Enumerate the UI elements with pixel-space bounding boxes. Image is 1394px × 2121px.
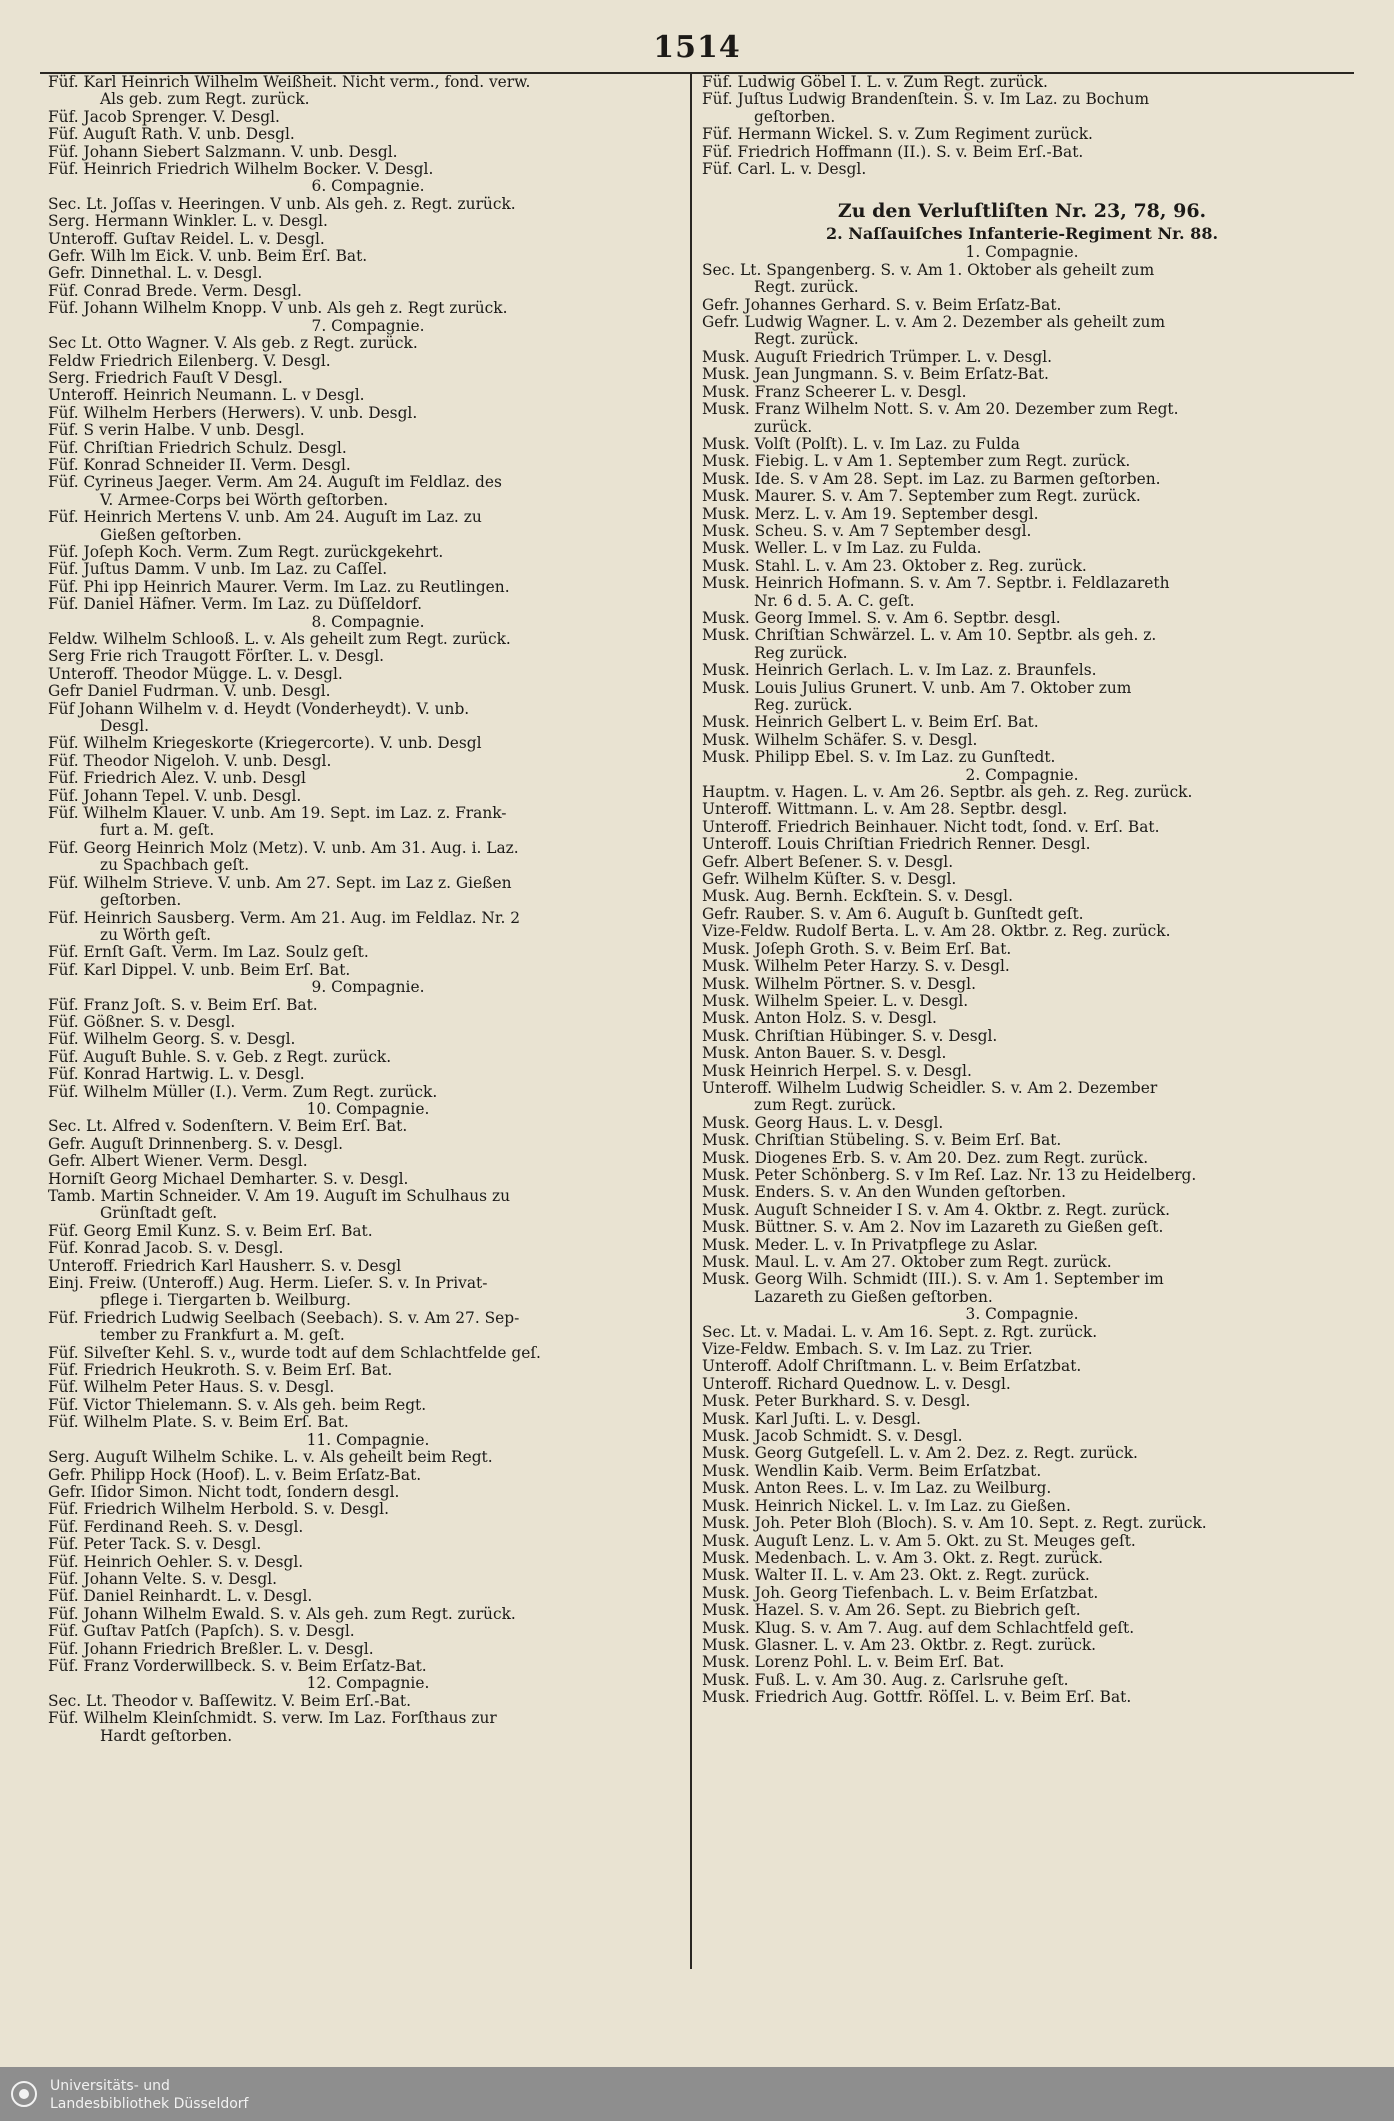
entry-line: Sec. Lt. Alfred v. Sodenſtern. V. Beim Erſ. Bat. — [48, 1118, 408, 1136]
entry-line: Musk. Karl Juſti. L. v. Desgl. — [702, 1410, 921, 1428]
entry-line: Füf. Juſtus Damm. V unb. Im Laz. zu Caſſel. — [48, 561, 388, 579]
entry-line: Musk. Fiebig. L. v Am 1. September zum Regt. zurück. — [702, 453, 1131, 471]
entry-line: Füf. Joſeph Koch. Verm. Zum Regt. zurückgekehrt. — [48, 543, 444, 561]
column-divider — [690, 74, 692, 1969]
entry-line: Musk. Scheu. S. v. Am 7 September desgl. — [702, 522, 1032, 540]
entry-continuation: Gießen geſtorben. — [100, 526, 242, 544]
entry-continuation: zurück. — [754, 418, 813, 436]
entry-line: Füf. Daniel Reinhardt. L. v. Desgl. — [48, 1588, 313, 1606]
entry-line: Musk. Joſeph Groth. S. v. Beim Erſ. Bat. — [702, 940, 1012, 958]
entry-line: Füf. S verin Halbe. V unb. Desgl. — [48, 422, 305, 440]
entry-line: Füf. Wilhelm Georg. S. v. Desgl. — [48, 1031, 296, 1049]
entry-continuation: geſtorben. — [100, 892, 182, 910]
entry-continuation: Lazareth zu Gießen geſtorben. — [754, 1288, 993, 1306]
entry-line: Musk. Wilhelm Speier. L. v. Desgl. — [702, 992, 969, 1010]
entry-line: Füf. Johann Friedrich Breßler. L. v. Desgl. — [48, 1640, 374, 1658]
entry-line: Füf. Heinrich Mertens V. unb. Am 24. Auguſt im Laz. zu — [48, 509, 482, 527]
entry-line: Musk. Auguſt Friedrich Trümper. L. v. Desgl. — [702, 348, 1053, 366]
entry-line: Musk. Klug. S. v. Am 7. Aug. auf dem Schlachtfeld geſt. — [702, 1619, 1135, 1637]
entry-line: Serg Frie rich Traugott Förſter. L. v. Desgl. — [48, 648, 385, 666]
entry-line: Tamb. Martin Schneider. V. Am 19. Auguſt im Schulhaus zu — [48, 1188, 510, 1205]
entry-line: Musk. Aug. Bernh. Eckſtein. S. v. Desgl. — [702, 888, 1013, 906]
entry-continuation: zu Wörth geſt. — [100, 926, 212, 944]
entry-line: Musk. Franz Wilhelm Nott. S. v. Am 20. Dezember zum Regt. — [702, 401, 1179, 419]
page-number: 1514 — [653, 30, 741, 65]
entry-line: Musk. Louis Julius Grunert. V. unb. Am 7. Oktober zum — [702, 679, 1132, 697]
entry-line: Vize-Feldw. Embach. S. v. Im Laz. zu Trier. — [702, 1341, 1033, 1359]
footer-line-1: Universitäts- und — [50, 2078, 170, 2094]
entry-line: Musk. Enders. S. v. An den Wunden geſtorben. — [702, 1184, 1066, 1202]
entry-line: Sec. Lt. Joſſas v. Heeringen. V unb. Als geh. z. Regt. zurück. — [48, 195, 516, 213]
entry-continuation: pflege i. Tiergarten b. Weilburg. — [100, 1292, 351, 1310]
company-heading: 12. Compagnie. — [306, 1675, 430, 1693]
entry-line: Gefr. Wilh lm Eick. V. unb. Beim Erſ. Bat. — [48, 248, 368, 266]
entry-line: Füf. Franz Vorderwillbeck. S. v. Beim Erſatz-Bat. — [48, 1657, 427, 1675]
entry-line: Musk. Georg Wilh. Schmidt (III.). S. v. Am 1. September im — [702, 1271, 1164, 1289]
entry-line: Musk. Heinrich Gerlach. L. v. Im Laz. z. Braunfels. — [702, 662, 1097, 680]
entry-line: Füf. Daniel Häfner. Verm. Im Laz. zu Düſſeldorf. — [48, 596, 423, 614]
entry-line: Füf. Wilhelm Strieve. V. unb. Am 27. Sept. im Laz z. Gießen — [48, 874, 512, 892]
entry-line: Füf. Hermann Wickel. S. v. Zum Regiment zurück. — [702, 126, 1093, 144]
entry-line: Einj. Freiw. (Unteroff.) Aug. Herm. Lieſer. S. v. In Privat- — [48, 1275, 488, 1293]
entry-line: Musk. Jean Jungmann. S. v. Beim Erſatz-Bat. — [702, 366, 1049, 384]
entry-line: Füf. Friedrich Wilhelm Herbold. S. v. Desgl. — [48, 1501, 389, 1519]
entry-line: Füf. Wilhelm Plate. S. v. Beim Erſ. Bat. — [48, 1414, 349, 1432]
entry-continuation: V. Armee-Corps bei Wörth geſtorben. — [100, 491, 389, 509]
entry-line: Gefr. Auguſt Drinnenberg. S. v. Desgl. — [48, 1135, 343, 1153]
entry-line: Musk. Franz Scheerer L. v. Desgl. — [702, 383, 967, 401]
entry-line: Füf. Franz Joſt. S. v. Beim Erſ. Bat. — [48, 996, 318, 1014]
entry-line: Füf. Wilhelm Müller (I.). Verm. Zum Regt. zurück. — [48, 1083, 438, 1101]
entry-line: Füf. Johann Wilhelm Knopp. V unb. Als geh z. Regt zurück. — [48, 300, 508, 318]
company-heading: 9. Compagnie. — [311, 979, 425, 997]
company-heading: 7. Compagnie. — [311, 317, 425, 335]
entry-line: Füf. Konrad Jacob. S. v. Desgl. — [48, 1240, 284, 1258]
entry-continuation: Hardt geſtorben. — [100, 1727, 233, 1745]
entry-line: Feldw. Wilhelm Schlooß. L. v. Als geheilt zum Regt. zurück. — [48, 631, 511, 648]
entry-line: Sec Lt. Otto Wagner. V. Als geb. z Regt. zurück. — [48, 335, 418, 353]
entry-line: Musk. Anton Holz. S. v. Desgl. — [702, 1010, 937, 1028]
entry-line: Musk. Ide. S. v Am 28. Sept. im Laz. zu Barmen geſtorben. — [702, 470, 1161, 488]
entry-line: Unteroff. Wilhelm Ludwig Scheidler. S. v. Am 2. Dezember — [702, 1079, 1158, 1097]
left-column — [48, 74, 688, 1745]
entry-continuation: zu Spachbach geſt. — [100, 857, 250, 875]
company-heading: 1. Compagnie. — [965, 244, 1079, 262]
entry-line: Füf. Konrad Schneider II. Verm. Desgl. — [48, 456, 351, 474]
entry-line: Musk. Heinrich Gelbert L. v. Beim Erſ. Bat. — [702, 714, 1039, 732]
footer-line-2: Landesbibliothek Düsseldorf — [50, 2096, 249, 2112]
entry-line: Musk. Maul. L. v. Am 27. Oktober zum Regt. zurück. — [702, 1254, 1112, 1271]
entry-line: Füf. Carl. L. v. Desgl. — [702, 161, 867, 179]
entry-line: Musk. Meder. L. v. In Privatpflege zu Aslar. — [702, 1236, 1038, 1254]
entry-line: Füf. Wilhelm Kriegeskorte (Kriegercorte). V. unb. Desgl — [48, 735, 482, 753]
footer-text — [50, 2077, 248, 2113]
entry-line: Gefr. Rauber. S. v. Am 6. Auguſt b. Gunſtedt geſt. — [702, 905, 1084, 923]
entry-line: Füf. Johann Wilhelm Ewald. S. v. Als geh. zum Regt. zurück. — [48, 1605, 516, 1623]
entry-line: Feldw Friedrich Eilenberg. V. Desgl. — [48, 352, 331, 370]
entry-continuation: Grünſtadt geſt. — [100, 1205, 218, 1223]
entry-line: Musk. Büttner. S. v. Am 2. Nov im Lazareth zu Gießen geſt. — [702, 1219, 1164, 1237]
entry-line: Musk. Diogenes Erb. S. v. Am 20. Dez. zum Regt. zurück. — [702, 1149, 1149, 1167]
entry-line: Füf. Phi ipp Heinrich Maurer. Verm. Im Laz. zu Reutlingen. — [48, 578, 510, 596]
entry-line: Musk. Maurer. S. v. Am 7. September zum Regt. zurück. — [702, 488, 1141, 506]
entry-line: Musk Heinrich Herpel. S. v. Desgl. — [702, 1062, 972, 1080]
entry-continuation: Regt. zurück. — [754, 331, 859, 349]
entry-line: Füf. Heinrich Oehler. S. v. Desgl. — [48, 1553, 304, 1571]
entry-line: Musk. Peter Schönberg. S. v Im Reſ. Laz. Nr. 13 zu Heidelberg. — [702, 1166, 1197, 1184]
company-heading: 8. Compagnie. — [311, 613, 425, 631]
entry-line: Füf. Wilhelm Klauer. V. unb. Am 19. Sept. im Laz. z. Frank- — [48, 805, 507, 823]
entry-line: Gefr. Iſidor Simon. Nicht todt, ſondern desgl. — [48, 1483, 400, 1501]
entry-line: Füf. Wilhelm Herbers (Herwers). V. unb. Desgl. — [48, 404, 418, 422]
entry-line: Füf. Ferdinand Reeh. S. v. Desgl. — [48, 1518, 304, 1536]
entry-line: Füf. Juſtus Ludwig Brandenſtein. S. v. Im Laz. zu Bochum — [702, 91, 1150, 109]
entry-line: Unteroff. Friedrich Beinhauer. Nicht todt, ſond. v. Erſ. Bat. — [702, 818, 1160, 836]
entry-line: Füf. Silveſter Kehl. S. v., wurde todt auf dem Schlachtfelde geſ. — [48, 1344, 541, 1362]
entry-line: Füf. Conrad Brede. Verm. Desgl. — [48, 282, 302, 300]
entry-continuation: geſtorben. — [754, 108, 836, 126]
entry-line: Füf. Wilhelm Peter Haus. S. v. Desgl. — [48, 1379, 335, 1397]
entry-line: Füf. Ludwig Göbel I. L. v. Zum Regt. zurück. — [702, 74, 1048, 91]
entry-continuation: Desgl. — [100, 718, 150, 736]
entry-line: Füf. Theodor Nigeloh. V. unb. Desgl. — [48, 752, 332, 770]
entry-line: Musk. Merz. L. v. Am 19. September desgl. — [702, 505, 1039, 523]
entry-line: Vize-Feldw. Rudolf Berta. L. v. Am 28. Oktbr. z. Reg. zurück. — [702, 923, 1171, 941]
entry-line: Füf. Karl Dippel. V. unb. Beim Erſ. Bat. — [48, 961, 351, 979]
entry-line: Musk. Wendlin Kaib. Verm. Beim Erſatzbat. — [702, 1462, 1042, 1480]
entry-line: Serg. Auguſt Wilhelm Schike. L. v. Als geheilt beim Regt. — [48, 1449, 493, 1467]
entry-line: Füf. Heinrich Friedrich Wilhelm Bocker. V. Desgl. — [48, 161, 434, 179]
entry-continuation: Reg zurück. — [754, 644, 848, 662]
entry-line: Füf. Guſtav Patſch (Papſch). S. v. Desgl. — [48, 1623, 355, 1641]
entry-line: Musk. Glasner. L. v. Am 23. Oktbr. z. Regt. zurück. — [702, 1636, 1097, 1654]
entry-line: Musk. Volſt (Polſt). L. v. Im Laz. zu Fulda — [702, 435, 1020, 453]
entry-line: Musk. Georg Haus. L. v. Desgl. — [702, 1114, 944, 1132]
entry-line: Musk. Jacob Schmidt. S. v. Desgl. — [702, 1428, 963, 1446]
entry-line: Sec. Lt. Theodor v. Baſſewitz. V. Beim Erſ.-Bat. — [48, 1692, 411, 1710]
entry-line: Füf. Johann Velte. S. v. Desgl. — [48, 1570, 278, 1588]
entry-line: Musk. Heinrich Hofmann. S. v. Am 7. Septbr. i. Feldlazareth — [702, 575, 1170, 593]
entry-line: Gefr. Wilhelm Küſter. S. v. Desgl. — [702, 871, 957, 889]
entry-line: Füf. Friedrich Alez. V. unb. Desgl — [48, 770, 306, 788]
entry-line: Füf. Johann Tepel. V. unb. Desgl. — [48, 787, 302, 805]
entry-line: Füf. Georg Emil Kunz. S. v. Beim Erſ. Bat. — [48, 1222, 373, 1240]
entry-continuation: furt a. M. geſt. — [100, 822, 215, 840]
entry-line: Musk. Joh. Peter Bloh (Bloch). S. v. Am 10. Sept. z. Regt. zurück. — [702, 1515, 1207, 1533]
entry-line: Unteroff. Friedrich Karl Hausherr. S. v. Desgl — [48, 1257, 402, 1275]
entry-line: Musk. Wilhelm Schäfer. S. v. Desgl. — [702, 731, 978, 749]
entry-line: Musk. Heinrich Nickel. L. v. Im Laz. zu Gießen. — [702, 1497, 1071, 1515]
entry-line: Musk. Wilhelm Peter Harzy. S. v. Desgl. — [702, 958, 1010, 976]
entry-line: Füf Johann Wilhelm v. d. Heydt (Vonderheydt). V. unb. — [48, 700, 470, 718]
company-heading: 3. Compagnie. — [965, 1306, 1079, 1324]
entry-line: Unteroff. Adolf Chriſtmann. L. v. Beim Erſatzbat. — [702, 1358, 1082, 1376]
entry-line: Hauptm. v. Hagen. L. v. Am 26. Septbr. als geh. z. Reg. zurück. — [702, 784, 1193, 802]
entry-line: Unteroff. Louis Chriſtian Friedrich Renner. Desgl. — [702, 836, 1091, 854]
library-logo-icon — [10, 2080, 38, 2108]
entry-line: Gefr. Albert Wiener. Verm. Desgl. — [48, 1153, 308, 1171]
entry-line: Musk. Hazel. S. v. Am 26. Sept. zu Biebrich geſt. — [702, 1602, 1081, 1620]
entry-line: Musk. Wilhelm Pörtner. S. v. Desgl. — [702, 975, 976, 993]
section-title: Zu den Verluſtliſten Nr. 23, 78, 96. — [837, 200, 1207, 223]
entry-line: Musk. Stahl. L. v. Am 23. Oktober z. Reg. zurück. — [702, 557, 1087, 575]
entry-continuation: Regt. zurück. — [754, 279, 859, 297]
entry-line: Unteroff. Heinrich Neumann. L. v Desgl. — [48, 387, 365, 405]
entry-line: Füf. Friedrich Hoffmann (II.). S. v. Beim Erſ.-Bat. — [702, 143, 1084, 161]
entry-line: Füf. Jacob Sprenger. V. Desgl. — [48, 108, 280, 126]
entry-line: Musk. Chriſtian Schwärzel. L. v. Am 10. Septbr. als geh. z. — [702, 627, 1157, 645]
entry-line: Sec. Lt. v. Madai. L. v. Am 16. Sept. z. Rgt. zurück. — [702, 1323, 1098, 1341]
entry-line: Füf. Victor Thielemann. S. v. Als geh. beim Regt. — [48, 1396, 427, 1414]
entry-continuation: Reg. zurück. — [754, 697, 853, 714]
entry-line: Gefr. Albert Beſener. S. v. Desgl. — [702, 853, 954, 871]
entry-line: Füf. Auguſt Rath. V. unb. Desgl. — [48, 126, 295, 144]
entry-line: Musk. Auguſt Lenz. L. v. Am 5. Okt. zu St. Meuges geſt. — [702, 1532, 1136, 1550]
entry-line: Horniſt Georg Michael Demharter. S. v. Desgl. — [48, 1170, 409, 1188]
entry-line: Unteroff. Wittmann. L. v. Am 28. Septbr. desgl. — [702, 801, 1068, 819]
entry-line: Füf. Ernſt Gaſt. Verm. Im Laz. Soulz geſt. — [48, 944, 369, 962]
entry-line: Füf. Georg Heinrich Molz (Metz). V. unb. Am 31. Aug. i. Laz. — [48, 839, 519, 857]
entry-line: Unteroff. Theodor Mügge. L. v. Desgl. — [48, 665, 343, 683]
entry-continuation: tember zu Frankfurt a. M. geſt. — [100, 1327, 345, 1345]
entry-line: Füf. Chriſtian Friedrich Schulz. Desgl. — [48, 439, 347, 457]
company-heading: 2. Compagnie. — [965, 766, 1079, 784]
entry-line: Musk. Auguſt Schneider I S. v. Am 4. Oktbr. z. Regt. zurück. — [702, 1201, 1171, 1219]
entry-line: Musk. Georg Immel. S. v. Am 6. Septbr. desgl. — [702, 609, 1061, 627]
entry-line: Musk. Weller. L. v Im Laz. zu Fulda. — [702, 540, 982, 558]
entry-line: Gefr. Ludwig Wagner. L. v. Am 2. Dezember als geheilt zum — [702, 314, 1166, 332]
entry-line: Unteroff. Guſtav Reidel. L. v. Desgl. — [48, 230, 325, 248]
entry-line: Musk. Chriſtian Hübinger. S. v. Desgl. — [702, 1027, 998, 1045]
entry-line: Musk. Georg Gutgeſell. L. v. Am 2. Dez. z. Regt. zurück. — [702, 1445, 1138, 1463]
entry-line: Gefr. Johannes Gerhard. S. v. Beim Erſatz-Bat. — [702, 296, 1062, 314]
entry-line: Serg. Friedrich Fauſt V Desgl. — [48, 369, 283, 387]
regiment-heading: 2. Naſſauiſches Infanterie-Regiment Nr. 88. — [825, 224, 1219, 244]
entry-line: Füf. Auguſt Buhle. S. v. Geb. z Regt. zurück. — [48, 1048, 392, 1066]
entry-line: Füf. Gößner. S. v. Desgl. — [48, 1013, 236, 1031]
entry-line: Serg. Hermann Winkler. L. v. Desgl. — [48, 213, 328, 231]
entry-continuation: Nr. 6 d. 5. A. C. geſt. — [754, 592, 915, 610]
entry-line: Musk. Joh. Georg Tiefenbach. L. v. Beim Erſatzbat. — [702, 1584, 1099, 1602]
entry-line: Füf. Heinrich Sausberg. Verm. Am 21. Aug. im Feldlaz. Nr. 2 — [48, 909, 521, 927]
entry-line: Gefr Daniel Fudrman. V. unb. Desgl. — [48, 683, 331, 701]
entry-line: Musk. Lorenz Pohl. L. v. Beim Erſ. Bat. — [702, 1654, 1005, 1672]
entry-line: Musk. Fuß. L. v. Am 30. Aug. z. Carlsruhe geſt. — [702, 1671, 1069, 1689]
entry-line: Füf. Friedrich Ludwig Seelbach (Seebach). S. v. Am 27. Sep- — [48, 1309, 520, 1327]
entry-line: Unteroff. Richard Quednow. L. v. Desgl. — [702, 1375, 1011, 1393]
entry-line: Gefr. Philipp Hock (Hoof). L. v. Beim Erſatz-Bat. — [48, 1466, 422, 1484]
entry-line: Musk. Chriſtian Stübeling. S. v. Beim Erſ. Bat. — [702, 1132, 1062, 1150]
entry-line: Musk. Anton Rees. L. v. Im Laz. zu Weilburg. — [702, 1480, 1052, 1498]
entry-line: Füf. Wilhelm Kleinſchmidt. S. verw. Im Laz. Forſthaus zur — [48, 1710, 497, 1728]
company-heading: 11. Compagnie. — [306, 1431, 430, 1449]
company-heading: 10. Compagnie. — [306, 1100, 430, 1118]
entry-line: Sec. Lt. Spangenberg. S. v. Am 1. Oktober als geheilt zum — [702, 261, 1155, 279]
entry-line: Füf. Cyrineus Jaeger. Verm. Am 24. Auguſt im Feldlaz. des — [48, 474, 502, 492]
entry-continuation: Als geb. zum Regt. zurück. — [100, 91, 310, 109]
entry-continuation: zum Regt. zurück. — [754, 1097, 897, 1115]
entry-line: Musk. Anton Bauer. S. v. Desgl. — [702, 1045, 947, 1063]
entry-line: Musk. Friedrich Aug. Gottfr. Röſſel. L. v. Beim Erſ. Bat. — [702, 1689, 1132, 1707]
entry-line: Gefr. Dinnethal. L. v. Desgl. — [48, 265, 263, 283]
entry-line: Musk. Medenbach. L. v. Am 3. Okt. z. Regt. zurück. — [702, 1549, 1104, 1567]
entry-line: Musk. Walter II. L. v. Am 23. Okt. z. Regt. zurück. — [702, 1567, 1090, 1585]
entry-line: Füf. Peter Tack. S. v. Desgl. — [48, 1536, 262, 1554]
footer-bar — [0, 2067, 1394, 2121]
company-heading: 6. Compagnie. — [311, 178, 425, 196]
entry-line: Füf. Konrad Hartwig. L. v. Desgl. — [48, 1066, 305, 1084]
entry-line: Füf. Karl Heinrich Wilhelm Weißheit. Nicht verm., fond. verw. — [48, 74, 531, 91]
right-column — [702, 74, 1342, 1707]
entry-line: Füf. Johann Siebert Salzmann. V. unb. Desgl. — [48, 143, 398, 161]
entry-line: Musk. Peter Burkhard. S. v. Desgl. — [702, 1393, 971, 1411]
entry-line: Musk. Philipp Ebel. S. v. Im Laz. zu Gunſtedt. — [702, 749, 1056, 767]
entry-line: Füf. Friedrich Heukroth. S. v. Beim Erſ. Bat. — [48, 1362, 393, 1380]
